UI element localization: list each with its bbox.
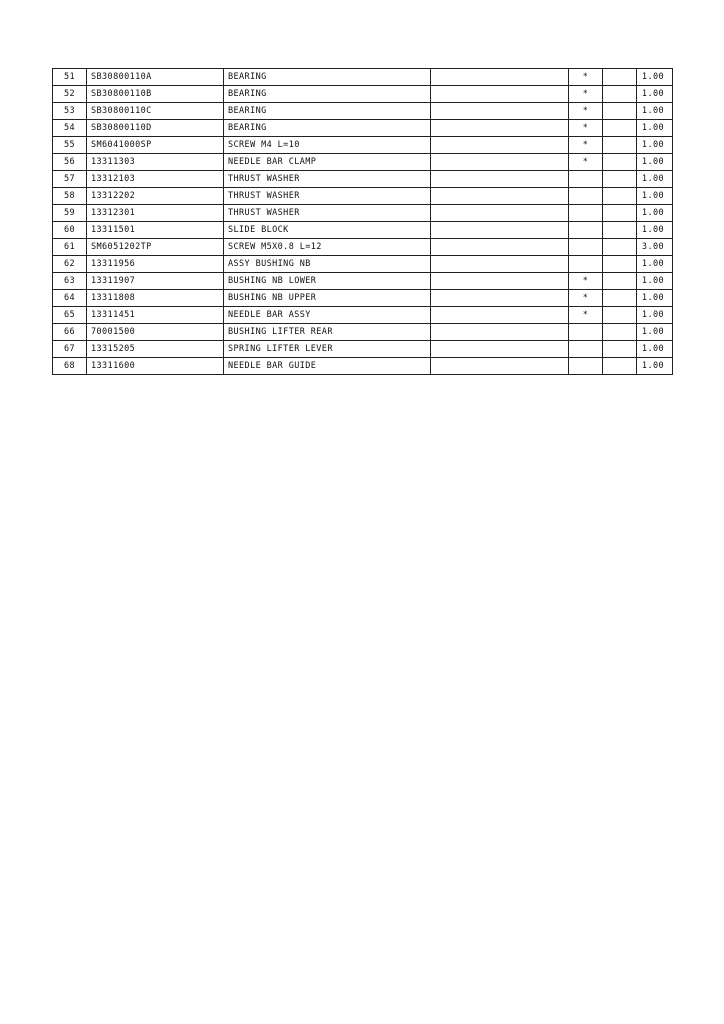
description-cell: BEARING xyxy=(224,86,431,103)
quantity-cell: 1.00 xyxy=(637,358,673,375)
table-row xyxy=(53,137,673,154)
item-number-cell: 65 xyxy=(53,307,87,324)
blank-cell xyxy=(431,154,569,171)
mark-cell xyxy=(569,358,603,375)
description-cell: BUSHING NB LOWER xyxy=(224,273,431,290)
quantity-cell: 1.00 xyxy=(637,307,673,324)
blank-cell xyxy=(603,205,637,222)
table-row xyxy=(53,358,673,375)
description-cell: SCREW M4 L=10 xyxy=(224,137,431,154)
part-number-cell: 13312103 xyxy=(87,171,224,188)
quantity-cell: 3.00 xyxy=(637,239,673,256)
mark-cell: * xyxy=(569,86,603,103)
part-number-cell: 13311303 xyxy=(87,154,224,171)
blank-cell xyxy=(603,256,637,273)
part-number-cell: SM6051202TP xyxy=(87,239,224,256)
item-number-cell: 64 xyxy=(53,290,87,307)
blank-cell xyxy=(603,290,637,307)
item-number-cell: 59 xyxy=(53,205,87,222)
part-number-cell: 13311907 xyxy=(87,273,224,290)
item-number-cell: 52 xyxy=(53,86,87,103)
part-number-cell: 13311451 xyxy=(87,307,224,324)
blank-cell xyxy=(603,358,637,375)
parts-table xyxy=(52,68,673,375)
description-cell: BUSHING LIFTER REAR xyxy=(224,324,431,341)
blank-cell xyxy=(603,154,637,171)
blank-cell xyxy=(431,171,569,188)
item-number-cell: 68 xyxy=(53,358,87,375)
quantity-cell: 1.00 xyxy=(637,256,673,273)
part-number-cell: SM6041000SP xyxy=(87,137,224,154)
blank-cell xyxy=(431,256,569,273)
blank-cell xyxy=(431,358,569,375)
table-row xyxy=(53,239,673,256)
blank-cell xyxy=(431,273,569,290)
quantity-cell: 1.00 xyxy=(637,324,673,341)
quantity-cell: 1.00 xyxy=(637,290,673,307)
blank-cell xyxy=(603,171,637,188)
quantity-cell: 1.00 xyxy=(637,103,673,120)
item-number-cell: 58 xyxy=(53,188,87,205)
table-row xyxy=(53,120,673,137)
quantity-cell: 1.00 xyxy=(637,171,673,188)
mark-cell xyxy=(569,256,603,273)
description-cell: SCREW M5X0.8 L=12 xyxy=(224,239,431,256)
blank-cell xyxy=(603,120,637,137)
blank-cell xyxy=(431,307,569,324)
part-number-cell: SB30800110B xyxy=(87,86,224,103)
mark-cell: * xyxy=(569,69,603,86)
blank-cell xyxy=(603,86,637,103)
mark-cell xyxy=(569,188,603,205)
part-number-cell: 13315205 xyxy=(87,341,224,358)
description-cell: BUSHING NB UPPER xyxy=(224,290,431,307)
mark-cell: * xyxy=(569,137,603,154)
blank-cell xyxy=(603,273,637,290)
blank-cell xyxy=(603,307,637,324)
table-row xyxy=(53,86,673,103)
table-row xyxy=(53,290,673,307)
part-number-cell: 13311808 xyxy=(87,290,224,307)
table-row xyxy=(53,103,673,120)
blank-cell xyxy=(603,137,637,154)
blank-cell xyxy=(603,103,637,120)
part-number-cell: SB30800110A xyxy=(87,69,224,86)
blank-cell xyxy=(431,137,569,154)
blank-cell xyxy=(603,341,637,358)
item-number-cell: 51 xyxy=(53,69,87,86)
part-number-cell: 70001500 xyxy=(87,324,224,341)
table-row xyxy=(53,171,673,188)
description-cell: SPRING LIFTER LEVER xyxy=(224,341,431,358)
description-cell: NEEDLE BAR ASSY xyxy=(224,307,431,324)
item-number-cell: 67 xyxy=(53,341,87,358)
mark-cell: * xyxy=(569,290,603,307)
blank-cell xyxy=(431,205,569,222)
item-number-cell: 66 xyxy=(53,324,87,341)
description-cell: BEARING xyxy=(224,120,431,137)
blank-cell xyxy=(431,69,569,86)
blank-cell xyxy=(431,324,569,341)
mark-cell xyxy=(569,239,603,256)
blank-cell xyxy=(431,86,569,103)
table-row xyxy=(53,273,673,290)
mark-cell xyxy=(569,205,603,222)
item-number-cell: 63 xyxy=(53,273,87,290)
mark-cell: * xyxy=(569,307,603,324)
item-number-cell: 53 xyxy=(53,103,87,120)
item-number-cell: 61 xyxy=(53,239,87,256)
description-cell: BEARING xyxy=(224,103,431,120)
quantity-cell: 1.00 xyxy=(637,222,673,239)
part-number-cell: 13311501 xyxy=(87,222,224,239)
blank-cell xyxy=(603,69,637,86)
table-row xyxy=(53,205,673,222)
item-number-cell: 54 xyxy=(53,120,87,137)
blank-cell xyxy=(431,120,569,137)
item-number-cell: 55 xyxy=(53,137,87,154)
blank-cell xyxy=(603,324,637,341)
quantity-cell: 1.00 xyxy=(637,137,673,154)
part-number-cell: 13311600 xyxy=(87,358,224,375)
mark-cell xyxy=(569,324,603,341)
table-row xyxy=(53,69,673,86)
table-row xyxy=(53,188,673,205)
table-row xyxy=(53,154,673,171)
quantity-cell: 1.00 xyxy=(637,188,673,205)
table-row xyxy=(53,256,673,273)
table-row xyxy=(53,222,673,239)
part-number-cell: SB30800110C xyxy=(87,103,224,120)
item-number-cell: 57 xyxy=(53,171,87,188)
blank-cell xyxy=(431,188,569,205)
description-cell: ASSY BUSHING NB xyxy=(224,256,431,273)
table-row xyxy=(53,307,673,324)
item-number-cell: 56 xyxy=(53,154,87,171)
mark-cell: * xyxy=(569,154,603,171)
part-number-cell: 13312301 xyxy=(87,205,224,222)
quantity-cell: 1.00 xyxy=(637,154,673,171)
quantity-cell: 1.00 xyxy=(637,273,673,290)
blank-cell xyxy=(431,103,569,120)
part-number-cell: 13311956 xyxy=(87,256,224,273)
mark-cell xyxy=(569,171,603,188)
blank-cell xyxy=(603,188,637,205)
part-number-cell: SB30800110D xyxy=(87,120,224,137)
table-row xyxy=(53,324,673,341)
description-cell: NEEDLE BAR CLAMP xyxy=(224,154,431,171)
part-number-cell: 13312202 xyxy=(87,188,224,205)
description-cell: THRUST WASHER xyxy=(224,188,431,205)
parts-table-body xyxy=(53,69,673,375)
quantity-cell: 1.00 xyxy=(637,120,673,137)
blank-cell xyxy=(603,222,637,239)
blank-cell xyxy=(431,239,569,256)
mark-cell: * xyxy=(569,273,603,290)
quantity-cell: 1.00 xyxy=(637,86,673,103)
quantity-cell: 1.00 xyxy=(637,69,673,86)
blank-cell xyxy=(431,290,569,307)
mark-cell: * xyxy=(569,103,603,120)
table-row xyxy=(53,341,673,358)
description-cell: SLIDE BLOCK xyxy=(224,222,431,239)
mark-cell xyxy=(569,341,603,358)
description-cell: THRUST WASHER xyxy=(224,205,431,222)
blank-cell xyxy=(431,222,569,239)
quantity-cell: 1.00 xyxy=(637,341,673,358)
description-cell: NEEDLE BAR GUIDE xyxy=(224,358,431,375)
blank-cell xyxy=(431,341,569,358)
description-cell: THRUST WASHER xyxy=(224,171,431,188)
blank-cell xyxy=(603,239,637,256)
mark-cell xyxy=(569,222,603,239)
item-number-cell: 60 xyxy=(53,222,87,239)
mark-cell: * xyxy=(569,120,603,137)
quantity-cell: 1.00 xyxy=(637,205,673,222)
description-cell: BEARING xyxy=(224,69,431,86)
item-number-cell: 62 xyxy=(53,256,87,273)
